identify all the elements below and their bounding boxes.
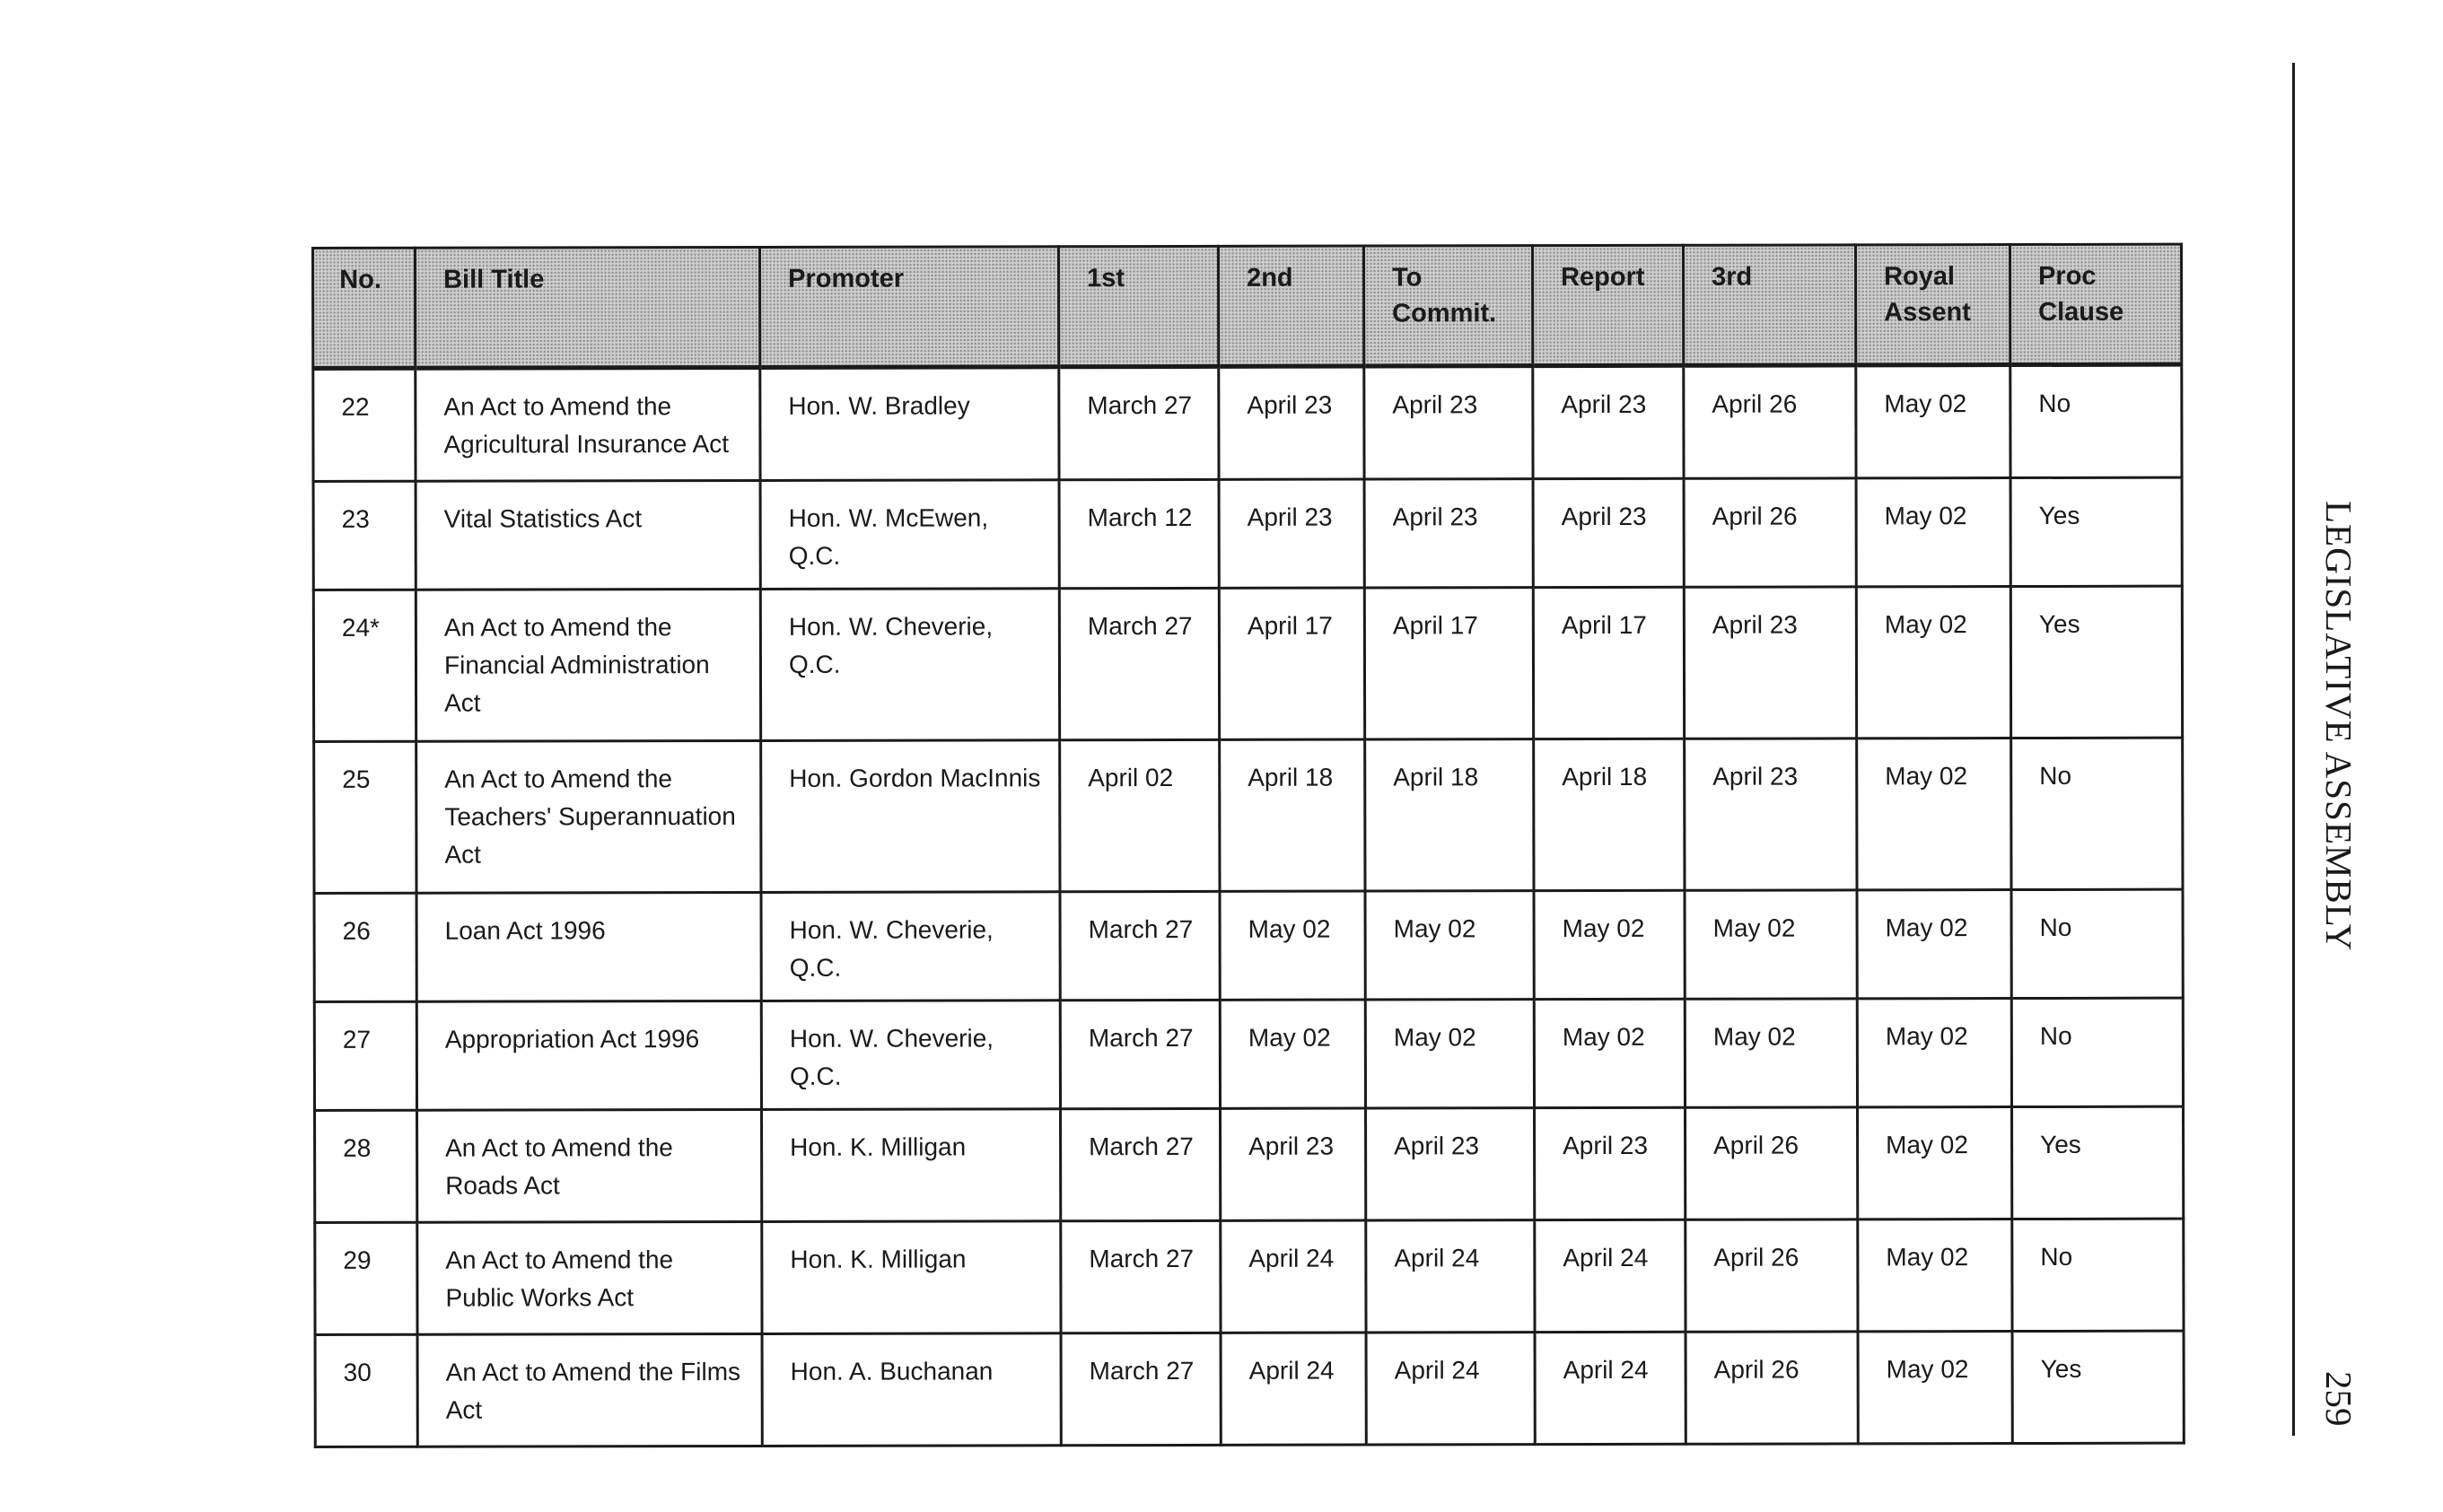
second-reading-date: May 02 (1220, 1000, 1365, 1108)
bill-number: 24* (313, 590, 416, 741)
table-row (315, 1106, 2184, 1222)
running-head: LEGISLATIVE ASSEMBLY (2318, 501, 2360, 952)
proc-clause: Yes (2012, 1331, 2184, 1443)
table-row (315, 1219, 2184, 1334)
royal-assent-date: May 02 (1857, 739, 2011, 890)
bill-title: An Act to Amend the Financial Administration Act (416, 589, 760, 741)
second-reading-date: April 23 (1221, 1108, 1366, 1220)
bill-title: An Act to Amend the Films Act (417, 1333, 762, 1446)
bill-promoter: Hon. W. McEwen, Q.C. (760, 480, 1059, 590)
table-row (313, 477, 2182, 590)
first-reading-date: March 27 (1061, 1220, 1221, 1333)
margin-rule (2292, 63, 2295, 1436)
second-reading-date: April 24 (1221, 1220, 1366, 1333)
bill-number: 25 (314, 741, 416, 893)
table-row (315, 1331, 2184, 1446)
bill-title: An Act to Amend the Public Works Act (417, 1221, 762, 1334)
table-row (314, 889, 2183, 1001)
third-reading-date: April 23 (1684, 587, 1856, 739)
proc-clause: Yes (2010, 586, 2182, 738)
first-reading-date: March 27 (1060, 1000, 1220, 1108)
header-promoter: Promoter (760, 247, 1059, 368)
bill-title: Appropriation Act 1996 (416, 1001, 761, 1110)
to-commit-date: April 17 (1364, 588, 1533, 739)
table-row (313, 364, 2182, 481)
page-number: 259 (2318, 1371, 2360, 1427)
bill-promoter: Hon. W. Cheverie, Q.C. (760, 589, 1059, 741)
report-date: April 24 (1535, 1219, 1686, 1332)
table-row (314, 738, 2183, 893)
bill-number: 28 (315, 1110, 417, 1222)
to-commit-date: April 23 (1364, 366, 1533, 479)
header-to-commit-line1: To (1392, 263, 1423, 293)
header-first-reading: 1st (1059, 246, 1219, 366)
table-header (313, 244, 2182, 368)
header-proc-clause-line1: Proc (2038, 261, 2097, 291)
to-commit-date: May 02 (1365, 1000, 1534, 1108)
bill-promoter: Hon. A. Buchanan (762, 1333, 1061, 1446)
first-reading-date: March 12 (1059, 479, 1219, 588)
third-reading-date: April 26 (1686, 1332, 1858, 1444)
to-commit-date: April 23 (1364, 479, 1533, 588)
header-third-reading: 3rd (1683, 245, 1855, 365)
bill-title: An Act to Amend the Roads Act (417, 1109, 762, 1222)
to-commit-date: April 23 (1366, 1108, 1535, 1220)
report-date: April 24 (1535, 1332, 1686, 1444)
bill-number: 23 (313, 481, 416, 590)
bill-title: Loan Act 1996 (416, 892, 761, 1001)
header-to-commit-line2: Commit. (1392, 299, 1497, 328)
header-royal-assent (1855, 245, 2010, 365)
second-reading-date: May 02 (1220, 891, 1365, 1000)
table-body (313, 364, 2185, 1446)
header-row (313, 244, 2182, 368)
second-reading-date: April 23 (1219, 479, 1364, 588)
bill-promoter: Hon. W. Cheverie, Q.C. (761, 892, 1060, 1001)
bill-promoter: Hon. W. Cheverie, Q.C. (761, 1001, 1060, 1110)
proc-clause: No (2011, 738, 2183, 889)
report-date: April 23 (1535, 1107, 1686, 1219)
first-reading-date: March 27 (1059, 588, 1219, 739)
proc-clause: No (2012, 1219, 2184, 1331)
table-row (313, 586, 2182, 741)
header-proc-clause (2010, 244, 2181, 364)
bill-number: 22 (313, 368, 416, 481)
royal-assent-date: May 02 (1856, 478, 2010, 587)
first-reading-date: March 27 (1061, 1108, 1221, 1220)
second-reading-date: April 23 (1219, 366, 1364, 479)
royal-assent-date: May 02 (1858, 1332, 2012, 1444)
third-reading-date: April 26 (1686, 1219, 1858, 1332)
to-commit-date: April 24 (1366, 1220, 1535, 1333)
second-reading-date: April 17 (1219, 588, 1364, 739)
report-date: May 02 (1534, 999, 1685, 1107)
royal-assent-date: May 02 (1857, 999, 2011, 1107)
bill-number: 27 (314, 1001, 416, 1110)
table-row (314, 998, 2183, 1110)
third-reading-date: May 02 (1685, 890, 1857, 999)
proc-clause: Yes (2010, 477, 2182, 586)
bills-table (311, 243, 2185, 1448)
royal-assent-date: May 02 (1858, 1219, 2012, 1332)
report-date: April 17 (1533, 587, 1684, 739)
header-proc-clause-line2: Clause (2038, 297, 2124, 327)
header-to-commit (1364, 246, 1533, 366)
report-date: May 02 (1534, 890, 1685, 999)
bill-promoter: Hon. W. Bradley (760, 367, 1059, 481)
second-reading-date: April 24 (1221, 1333, 1366, 1445)
royal-assent-date: May 02 (1858, 1107, 2012, 1219)
first-reading-date: March 27 (1061, 1333, 1221, 1445)
royal-assent-date: May 02 (1857, 890, 2011, 999)
to-commit-date: April 18 (1365, 739, 1534, 891)
first-reading-date: March 27 (1059, 366, 1219, 479)
bill-title: An Act to Amend the Agricultural Insurance Act (416, 367, 760, 481)
proc-clause: No (2011, 889, 2183, 998)
proc-clause: No (2011, 998, 2183, 1106)
bill-number: 29 (315, 1222, 417, 1334)
royal-assent-date: May 02 (1856, 365, 2010, 478)
proc-clause: No (2010, 364, 2182, 477)
to-commit-date: May 02 (1365, 891, 1534, 1000)
report-date: April 23 (1533, 365, 1684, 478)
bill-promoter: Hon. K. Milligan (762, 1109, 1061, 1222)
to-commit-date: April 24 (1366, 1333, 1535, 1445)
report-date: April 23 (1533, 478, 1684, 587)
third-reading-date: April 26 (1686, 1107, 1858, 1219)
third-reading-date: May 02 (1685, 999, 1857, 1107)
bill-promoter: Hon. Gordon MacInnis (761, 740, 1060, 893)
third-reading-date: April 26 (1684, 478, 1856, 587)
header-royal-assent-line2: Assent (1884, 298, 1971, 328)
bill-title: Vital Statistics Act (416, 480, 760, 590)
report-date: April 18 (1534, 739, 1685, 890)
first-reading-date: April 02 (1060, 739, 1220, 891)
header-royal-assent-line1: Royal (1884, 262, 1956, 292)
bill-number: 26 (314, 893, 416, 1001)
third-reading-date: April 23 (1685, 739, 1857, 890)
first-reading-date: March 27 (1060, 891, 1220, 1000)
second-reading-date: April 18 (1220, 739, 1365, 891)
bill-title: An Act to Amend the Teachers' Superannuation Act (416, 740, 761, 893)
royal-assent-date: May 02 (1856, 587, 2010, 739)
header-second-reading: 2nd (1219, 246, 1364, 366)
header-bill-title: Bill Title (416, 247, 760, 368)
bill-number: 30 (315, 1334, 417, 1446)
header-no: No. (313, 248, 416, 368)
bill-promoter: Hon. K. Milligan (762, 1221, 1061, 1334)
proc-clause: Yes (2012, 1106, 2184, 1219)
third-reading-date: April 26 (1684, 365, 1856, 478)
header-report: Report (1533, 245, 1684, 365)
